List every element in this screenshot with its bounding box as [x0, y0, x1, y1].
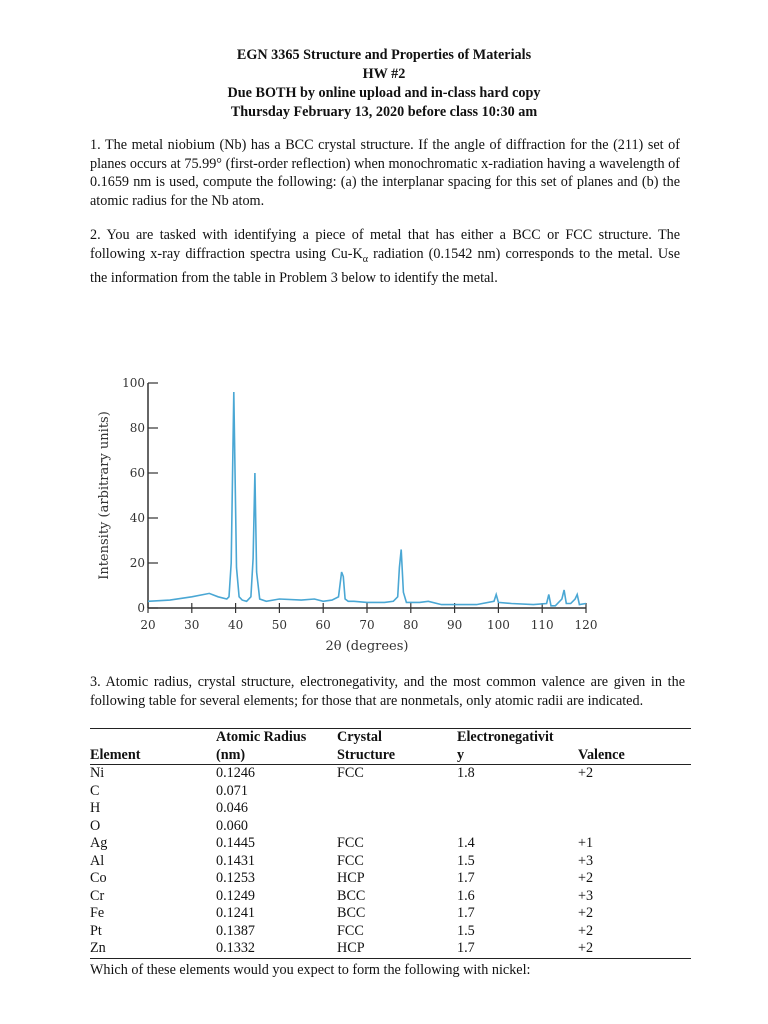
table-cell: O: [90, 817, 101, 834]
xrd-chart: [90, 362, 620, 662]
table-cell: +2: [578, 940, 691, 958]
table-cell: [457, 783, 578, 801]
table-cell: FCC: [337, 835, 364, 851]
table-cell: Co: [90, 870, 107, 886]
table-cell: Ni: [90, 765, 105, 781]
table-header-cell: Atomic Radius: [216, 729, 337, 747]
diffraction-pattern-line: [148, 392, 586, 606]
table-body: [90, 765, 691, 959]
table-row: [90, 800, 691, 818]
table-cell: [337, 783, 457, 801]
table-cell: FCC: [337, 852, 364, 869]
x-tick-label: 90: [446, 618, 463, 632]
table-row: [90, 783, 691, 801]
table-cell: +2: [578, 870, 594, 886]
course-title: EGN 3365 Structure and Properties of Materials: [236, 47, 532, 63]
table-cell: Al: [90, 852, 105, 869]
x-tick-label: 30: [184, 618, 200, 632]
x-tick-label: 20: [140, 618, 156, 632]
x-tick-label: 110: [530, 618, 554, 632]
y-tick-label: 40: [129, 511, 145, 525]
problem-1: 1. The metal niobium (Nb) has a BCC crystal structure. If the angle of diffraction for the (211) set of planes occurs at 75.99° (first-order reflection) when monochromatic x-radiation having a wavelength of 0.1659 nm is used, compute the following: (a) the interplanar spacing for this set of planes and (b) the atomic radius for the Nb atom.: [90, 137, 680, 209]
table-header-row-bottom: [90, 747, 691, 765]
table-header-cell: (nm): [216, 747, 337, 765]
table-cell: [578, 800, 691, 818]
table-cell: 1.4: [457, 835, 475, 851]
table-cell: [578, 783, 691, 801]
table-header-cell: Element: [90, 747, 216, 765]
table-header-cell: Electronegativit: [457, 729, 578, 747]
submission-instructions: Due BOTH by online upload and in-class hard copy: [227, 85, 541, 101]
chart-ticks: [122, 376, 597, 632]
table-cell: 0.1253: [216, 870, 256, 886]
closing-question: Which of these elements would you expect to form the following with nickel:: [90, 962, 531, 978]
table-cell: 1.7: [457, 905, 475, 921]
y-tick-label: 60: [129, 466, 145, 480]
problem-2-text-a: 2. You are tasked with identifying a piece of metal that has either a BCC or FCC structure. The following x-ray diffraction spectra using Cu-K: [90, 227, 680, 262]
problem-2: [90, 226, 680, 287]
table-cell: Cr: [90, 887, 105, 904]
table-cell: 0.1246: [216, 765, 256, 781]
y-tick-label: 100: [122, 376, 145, 390]
table-cell: FCC: [337, 922, 364, 939]
table-cell: 0.1387: [216, 922, 256, 939]
table-cell: H: [90, 800, 101, 816]
table-cell: 1.6: [457, 887, 475, 904]
x-tick-label: 40: [227, 618, 244, 632]
table-header-cell: Crystal: [337, 729, 457, 747]
y-tick-label: 0: [137, 601, 145, 615]
chart-axes: [148, 383, 586, 608]
elements-table: [90, 728, 691, 959]
table-header-cell: Valence: [578, 747, 691, 765]
table-row: [90, 940, 691, 958]
table-cell: 1.7: [457, 870, 475, 886]
table-cell: 0.1241: [216, 905, 256, 921]
table-row: [90, 923, 691, 941]
table-cell: C: [90, 782, 100, 799]
table-row: [90, 853, 691, 871]
table-cell: 0.046: [216, 800, 248, 816]
x-tick-label: 70: [359, 618, 375, 632]
table-cell: 0.1431: [216, 852, 256, 869]
table-cell: +3: [578, 887, 594, 904]
table-cell: +1: [578, 835, 594, 851]
table-cell: BCC: [337, 887, 366, 904]
table-row: [90, 870, 691, 888]
table-cell: [337, 800, 457, 818]
homework-number: HW #2: [362, 66, 406, 82]
table-cell: [457, 818, 578, 836]
k-alpha-subscript: α: [362, 253, 368, 265]
table-header-cell: [578, 729, 691, 747]
table-cell: +2: [578, 905, 594, 921]
table-cell: BCC: [337, 905, 366, 921]
table-cell: +3: [578, 852, 594, 869]
table-cell: 0.1249: [216, 887, 256, 904]
table-cell: [337, 818, 457, 836]
document-header: [0, 46, 768, 122]
x-tick-label: 80: [403, 618, 419, 632]
table-cell: Zn: [90, 940, 216, 958]
y-tick-label: 20: [129, 556, 145, 570]
y-axis-label: Intensity (arbitrary units): [97, 411, 112, 580]
table-header-cell: [90, 729, 216, 747]
y-tick-label: 80: [129, 421, 145, 435]
table-row: [90, 818, 691, 836]
table-cell: Fe: [90, 905, 105, 921]
xrd-chart-svg: [90, 362, 620, 662]
table-row: [90, 888, 691, 906]
table-row: [90, 835, 691, 853]
table-row: [90, 765, 691, 783]
table-cell: 0.1445: [216, 835, 256, 851]
table-cell: +2: [578, 922, 594, 939]
table-header-cell: Structure: [337, 747, 457, 765]
table-header-row-top: [90, 729, 691, 747]
x-tick-label: 50: [271, 618, 288, 632]
table-cell: 0.1332: [216, 940, 337, 958]
table-cell: Pt: [90, 922, 102, 939]
table-cell: Ag: [90, 835, 108, 851]
x-axis-label: 2θ (degrees): [325, 639, 409, 654]
x-tick-label: 120: [574, 618, 598, 632]
table-cell: FCC: [337, 765, 364, 781]
table-cell: HCP: [337, 940, 457, 958]
table-header-cell: y: [457, 747, 578, 765]
table-row: [90, 905, 691, 923]
table-cell: 0.071: [216, 782, 248, 799]
table-cell: 0.060: [216, 817, 248, 834]
table-cell: 1.7: [457, 940, 578, 958]
table-cell: 1.5: [457, 852, 475, 869]
table-cell: [457, 800, 578, 818]
due-date: Thursday February 13, 2020 before class 10:30 am: [230, 104, 538, 120]
x-tick-label: 60: [315, 618, 331, 632]
problem-2-text-b: radiation (0.1542 nm) corresponds to the metal. Use the information from the table in Problem 3 below to identify the metal.: [90, 245, 680, 286]
x-tick-label: 100: [486, 618, 510, 632]
table-cell: 1.8: [457, 765, 475, 781]
problem-3: 3. Atomic radius, crystal structure, electronegativity, and the most common valence are given in the following table for several elements; for those that are nonmetals, only atomic radii are indicated.: [90, 674, 685, 709]
table-cell: +2: [578, 765, 594, 781]
table-cell: [578, 818, 691, 836]
table-cell: 1.5: [457, 922, 475, 939]
table-cell: HCP: [337, 870, 365, 886]
